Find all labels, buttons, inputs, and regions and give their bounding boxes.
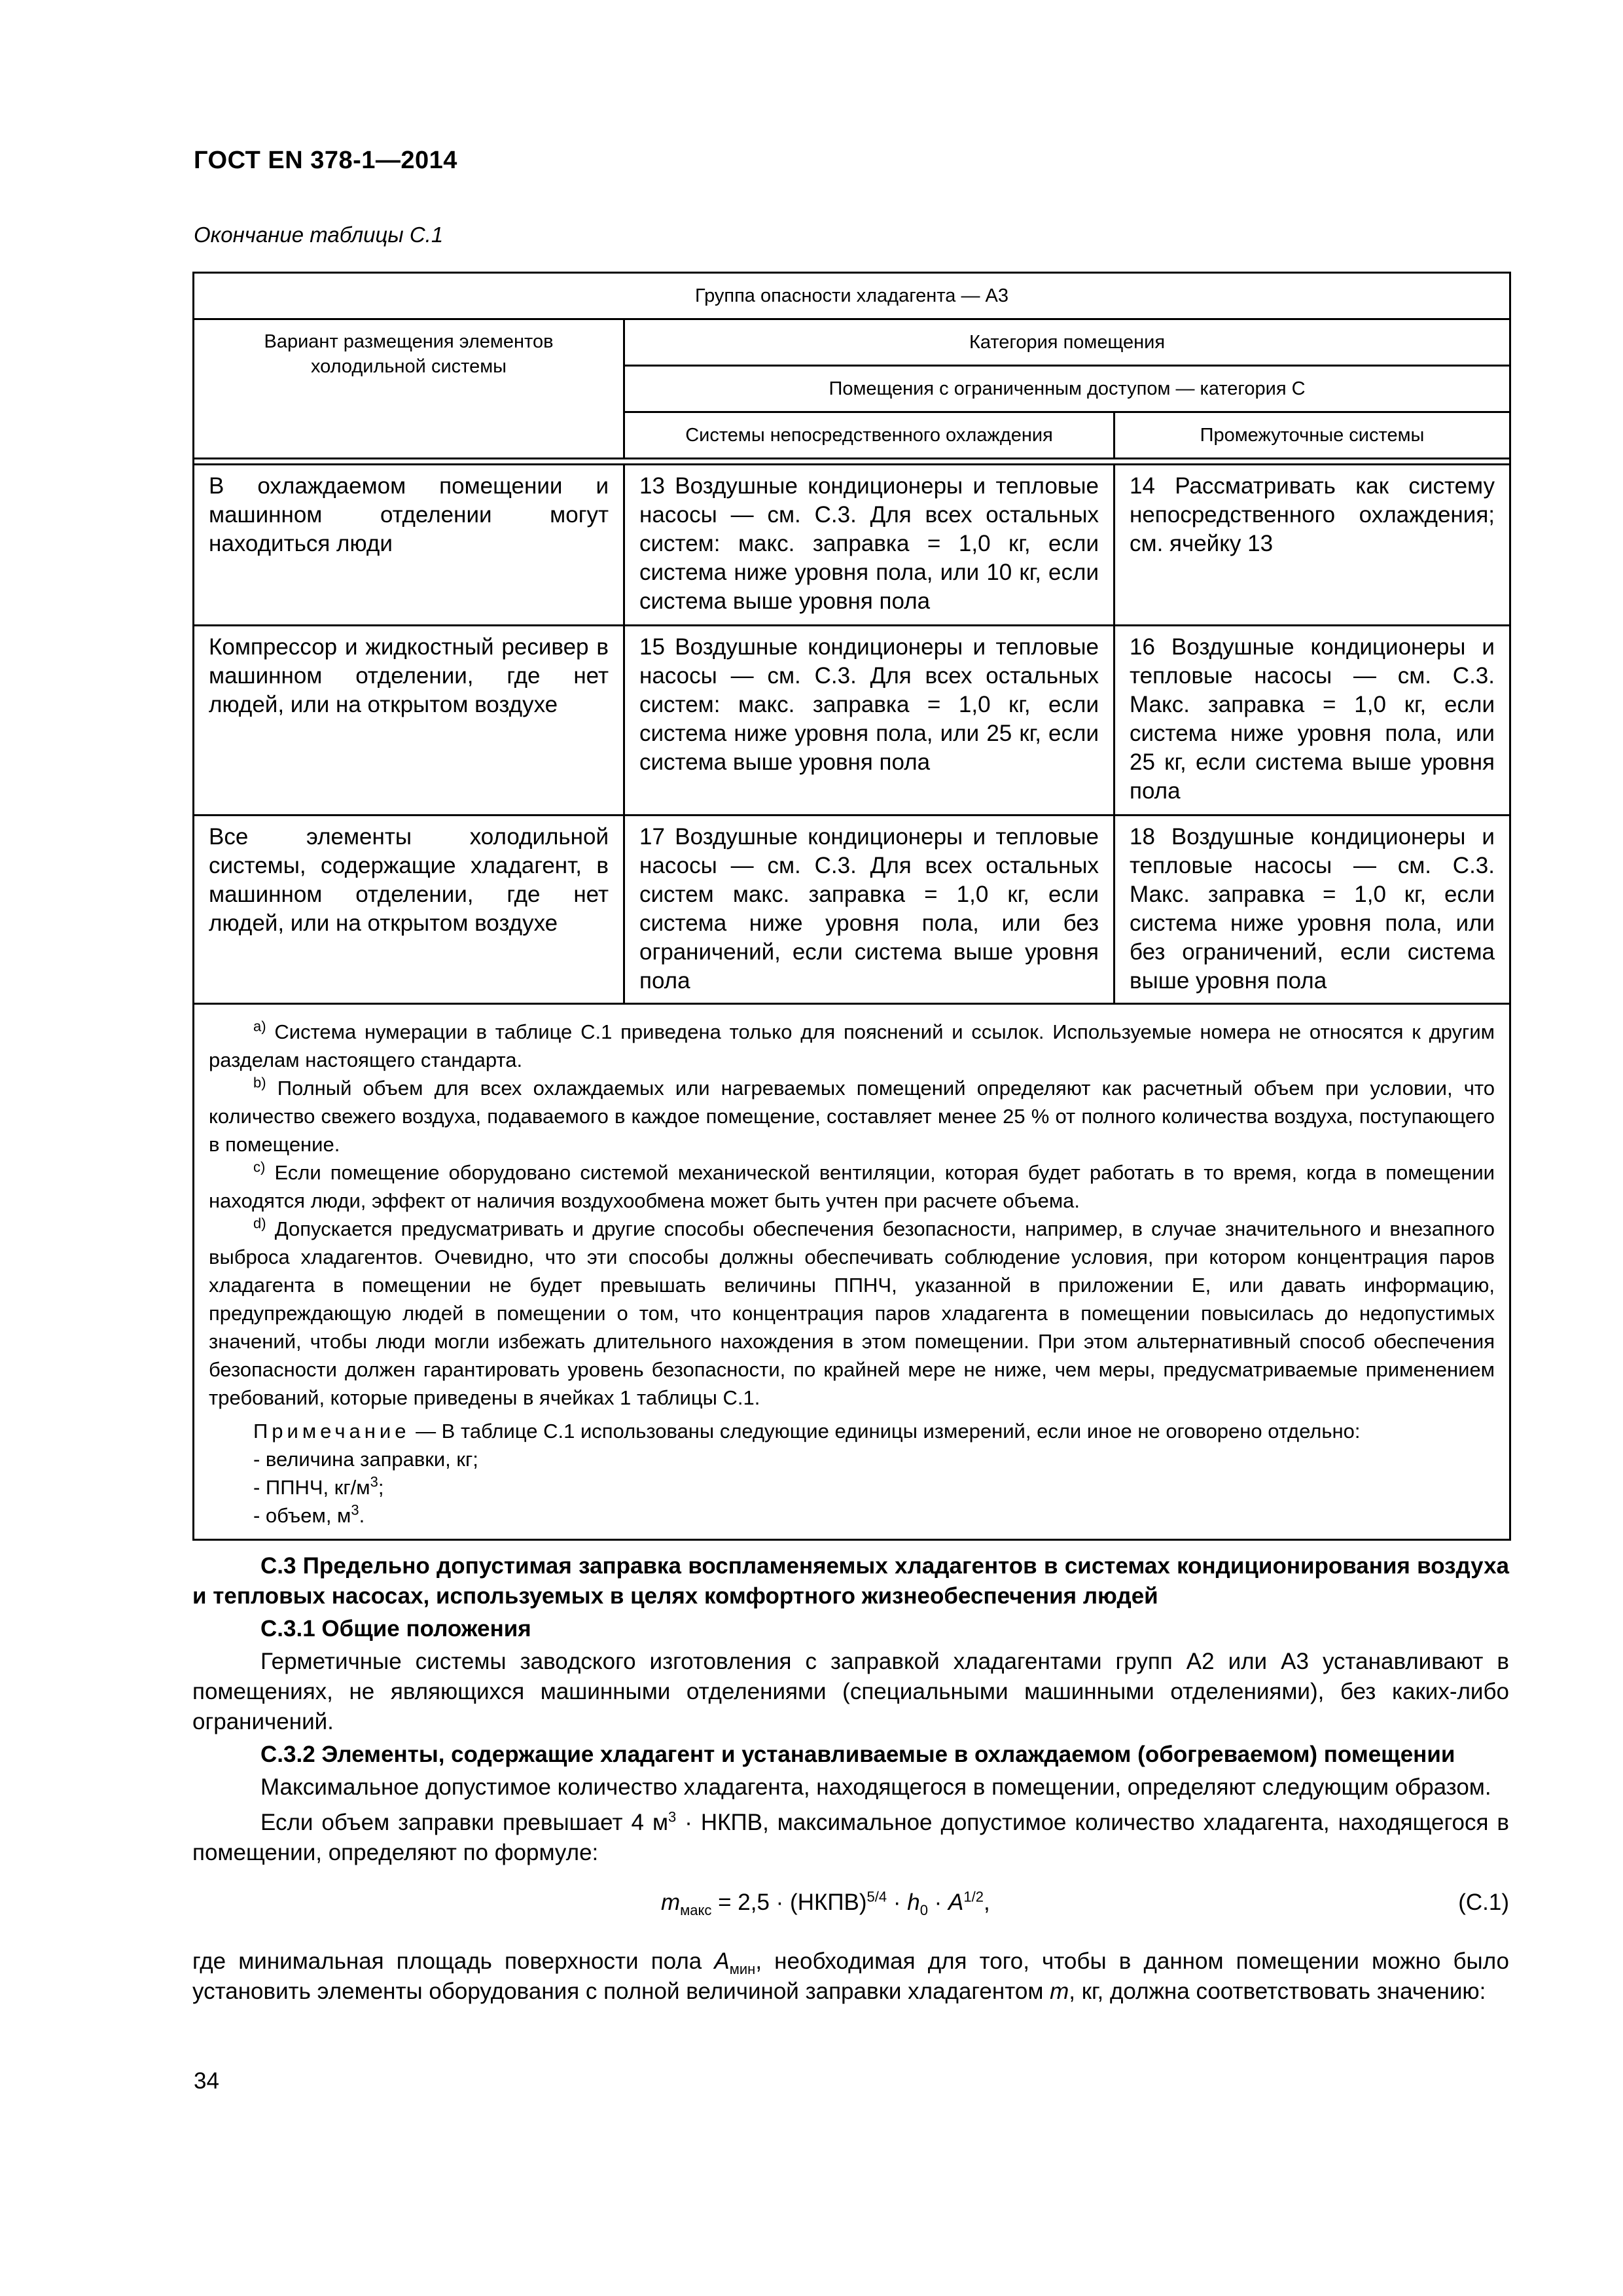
note-item: - объем, $м^3$. xyxy=(253,1501,365,1527)
footnote-text: Если помещение оборудовано системой механической вентиляции, которая будет работать в то время, когда в помещении находятся люди, эффект от наличия воздухообмена может быть учтен при расчете объема. xyxy=(209,1161,1495,1212)
table-row-indirect: 18 Воздушные кондиционеры и тепловые насосы — см. С.3. Макс. заправка = 1,0 кг, если система ниже уровня пола, или без ограничений, если система выше уровня пола xyxy=(1115,816,1510,1004)
table-row-indirect: 16 Воздушные кондиционеры и тепловые насосы — см. С.3. Макс. заправка = 1,0 кг, если система ниже уровня пола, или 25 кг, если система выше уровня пола xyxy=(1115,626,1510,816)
section-c32-text2: Если объем заправки превышает 4 $м^3$ · НКПВ, максимальное допустимое количество хладагента, находящегося в помещении, определяют по формуле: xyxy=(192,1808,1509,1865)
footnote-mark: b) xyxy=(253,1074,266,1091)
section-c31-text: Герметичные системы заводского изготовления с заправкой хладагентами групп А2 или А3 устанавливают в помещениях, не являющихся машинными отделениями (специальными машинными отделениями), без каких-либо ограничений. xyxy=(192,1649,1509,1734)
table-caption: Окончание таблицы С.1 xyxy=(194,223,444,247)
note-text: — В таблице С.1 использованы следующие единицы измерений, если иное не оговорено отдельно: xyxy=(416,1420,1361,1443)
section-c31-title: С.3.1 Общие положения xyxy=(260,1616,531,1641)
footnote-mark: a) xyxy=(253,1018,266,1035)
formula-c1 xyxy=(192,1881,1509,1927)
footnote-c xyxy=(209,1158,1495,1215)
indirect-header: Промежуточные системы xyxy=(1200,425,1425,446)
table-row-placement: Все элементы холодильной системы, содержащие хладагент, в машинном отделении, где нет людей, или на открытом воздухе xyxy=(194,816,624,1004)
group-title: Группа опасности хладагента — А3 xyxy=(695,285,1008,306)
footnote-text: Допускается предусматривать и другие способы обеспечения безопасности, например, в случае значительного и внезапного выброса хладагентов. Очевидно, что эти способы должны обеспечивать соблюдение условия, при котором концентрация паров хладагента в помещении не будет превышать величины ППНЧ, указанной в приложении Е, или давать информацию, предупреждающую людей в помещении о том, что концентрация паров хладагента в помещении повысилась до недопустимых значений, чтобы люди могли избежать длительного нахождения в этом помещении. При этом альтернативный способ обеспечения безопасности должен гарантировать уровень безопасности, по крайней мере не ниже, чем меры, предусматриваемые применением требований, которые приведены в ячейках 1 таблицы С.1. xyxy=(209,1217,1495,1409)
section-c3 xyxy=(192,1551,1509,2007)
footnote-text: Система нумерации в таблице С.1 приведена только для пояснений и ссылок. Используемые номера не относятся к другим разделам настоящего стандарта. xyxy=(209,1020,1495,1071)
direct-header: Системы непосредственного охлаждения xyxy=(685,425,1053,446)
note-item: - величина заправки, кг; xyxy=(253,1448,478,1471)
formula-number: (С.1) xyxy=(1458,1890,1509,1915)
note-item: - ППНЧ, $кг/м^3$; xyxy=(253,1473,384,1499)
category-header-cell xyxy=(624,319,1510,366)
footnote-a xyxy=(209,1018,1495,1074)
table-row-direct: 17 Воздушные кондиционеры и тепловые насосы — см. С.3. Для всех остальных систем макс. заправка = 1,0 кг, если система ниже уровня пола, или без ограничений, если система выше уровня пола xyxy=(624,816,1115,1004)
direct-header-cell xyxy=(624,412,1115,459)
table-row-placement: Компрессор и жидкостный ресивер в машинном отделении, где нет людей, или на открытом воздухе xyxy=(194,626,624,816)
document-header: ГОСТ EN 378-1—2014 xyxy=(194,147,457,174)
footnote-b xyxy=(209,1074,1495,1158)
section-c3-title: С.3 Предельно допустимая заправка воспламеняемых хладагентов в системах кондиционирования воздуха и тепловых насосах, используемых в целях комфортного жизнеобеспечения людей xyxy=(192,1553,1509,1609)
table-row-direct: 15 Воздушные кондиционеры и тепловые насосы — см. С.3. Для всех остальных систем: макс. заправка = 1,0 кг, если система ниже уровня пола, или 25 кг, если система выше уровня пола xyxy=(624,626,1115,816)
category-header: Категория помещения xyxy=(969,332,1166,353)
footnote-mark: c) xyxy=(253,1158,266,1175)
section-closing-text: где минимальная площадь поверхности пола $A_{мин}$, необходимая для того, чтобы в данном помещении можно было установить элементы оборудования с полной величиной заправки хладагентом m, кг, должна соответствовать значению: xyxy=(192,1948,1509,2004)
table-row-direct: 13 Воздушные кондиционеры и тепловые насосы — см. С.3. Для всех остальных систем: макс. заправка = 1,0 кг, если система ниже уровня пола, или 10 кг, если система выше уровня пола xyxy=(624,465,1115,626)
table-note xyxy=(209,1417,1495,1445)
formula: $m_{макс} = 2,5$ · (НКПВ)$^{5/4}$ · $h_0 \cdot A^{1/2}$, xyxy=(661,1888,990,1918)
restricted-header: Помещения с ограниченным доступом — категория С xyxy=(829,378,1306,399)
section-c32-title: С.3.2 Элементы, содержащие хладагент и устанавливаемые в охлаждаемом (обогреваемом) помещении xyxy=(260,1742,1455,1767)
page-number: 34 xyxy=(194,2068,219,2094)
indirect-header-cell xyxy=(1115,412,1510,459)
note-label: Примечание xyxy=(253,1420,410,1443)
group-title-cell xyxy=(194,273,1510,319)
section-c32-text1: Максимальное допустимое количество хладагента, находящегося в помещении, определяют следующим образом. xyxy=(260,1774,1491,1800)
footnote-text: Полный объем для всех охлаждаемых или нагреваемых помещений определяют как расчетный объем при условии, что количество свежего воздуха, подаваемого в каждое помещение, составляет менее 25 % от полного количества воздуха, поступающего в помещение. xyxy=(209,1077,1495,1156)
table-row-indirect: 14 Рассматривать как систему непосредственного охлаждения; см. ячейку 13 xyxy=(1115,465,1510,626)
restricted-header-cell xyxy=(624,366,1510,412)
footnote-d xyxy=(209,1215,1495,1412)
table-row-placement: В охлаждаемом помещении и машинном отделении могут находиться люди xyxy=(194,465,624,626)
footnote-mark: d) xyxy=(253,1215,266,1232)
table-footnotes xyxy=(194,1004,1510,1540)
header-separator xyxy=(194,459,1510,465)
table-c1 xyxy=(192,272,1511,1541)
placement-header: Вариант размещения элементов холодильной системы xyxy=(264,331,554,377)
placement-header-cell xyxy=(194,319,624,459)
